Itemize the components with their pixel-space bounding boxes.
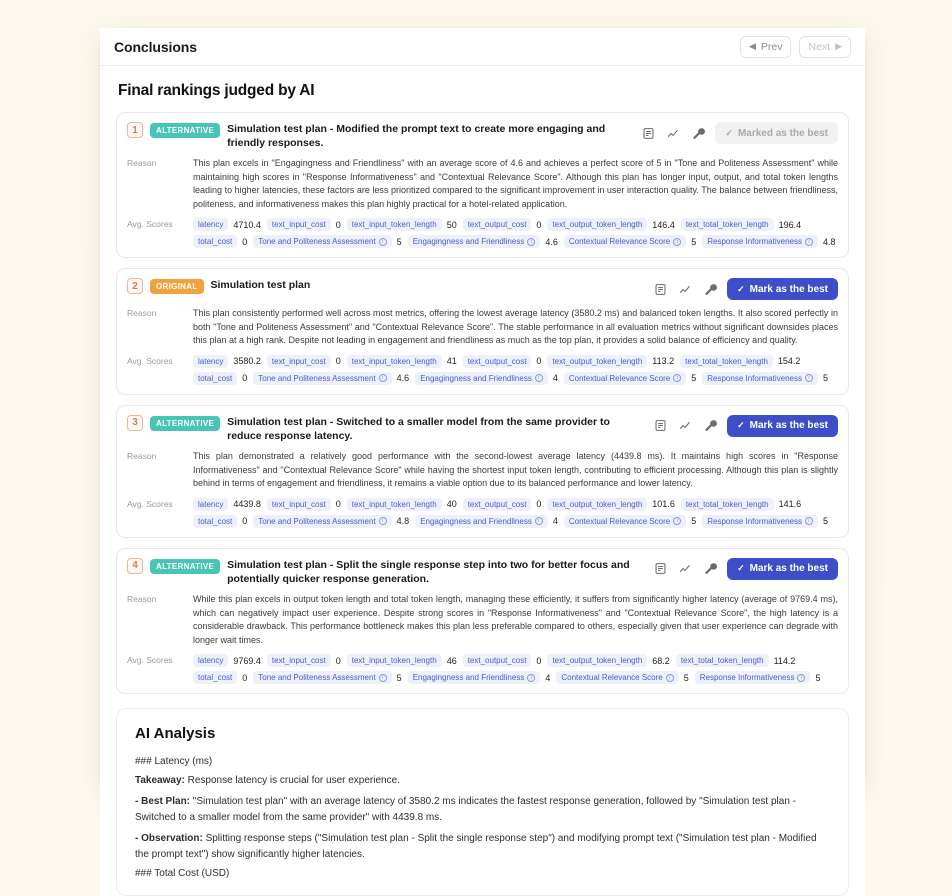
metric-value: 68.2	[652, 655, 670, 666]
metric	[564, 515, 696, 528]
prev-button[interactable]	[740, 36, 792, 58]
analysis-observation	[135, 831, 830, 864]
metric-name: Response Informativeness i	[702, 235, 818, 248]
metric-name: text_output_cost	[463, 218, 532, 231]
reason-row	[127, 157, 838, 211]
scores-row	[127, 218, 838, 248]
metric-value: 5	[691, 516, 697, 527]
metric-name: latency	[193, 654, 228, 667]
metric-list	[193, 498, 838, 528]
scores-row	[127, 355, 838, 385]
next-button[interactable]	[799, 36, 851, 58]
metric-value: 0	[242, 516, 248, 527]
analysis-title: AI Analysis	[135, 725, 216, 743]
reason-row	[127, 307, 838, 348]
metric	[547, 355, 674, 368]
metric-value: 9769.4	[233, 655, 261, 666]
metric-value: 0	[335, 219, 341, 230]
metric	[463, 218, 542, 231]
rank-badge: 3	[127, 415, 143, 431]
metric-name: Engagingness and Friendliness i	[415, 515, 548, 528]
info-icon[interactable]: i	[673, 517, 681, 525]
metric-name: text_input_token_length	[347, 355, 442, 368]
metric	[193, 515, 247, 528]
metric-value: 146.4	[652, 219, 675, 230]
metric-name: text_output_token_length	[547, 498, 647, 511]
metric-name: latency	[193, 355, 228, 368]
mark-as-best-label: Marked as the best	[737, 127, 828, 139]
reason-text: This plan excels in "Engagingness and Friendliness" with an average score of 4.6 and achieves a perfect score of 5 in "Tone and Politeness Assessment" while maintaining high scores in "Response Informativeness" and "Contextual Relevance Score". Although this plan has longer input, output, and total token lengths leading to higher latencies, these factors are less prioritized compared to the significant improvement in user interaction quality. The balance between friendliness, politeness, and informativeness makes this plan highly practical for a hotel-related application.	[193, 158, 838, 209]
metric-value: 0	[536, 356, 542, 367]
wrench-icon[interactable]	[702, 418, 718, 434]
wrench-icon[interactable]	[690, 125, 706, 141]
check-icon: ✓	[737, 420, 745, 431]
plan-card-header	[127, 277, 838, 300]
metric-value: 3580.2	[233, 356, 261, 367]
metric	[253, 235, 401, 248]
metric-value: 5	[822, 516, 828, 527]
scores-row	[127, 498, 838, 528]
metric-value: 0	[536, 499, 542, 510]
metric-name: text_input_cost	[267, 654, 331, 667]
metric	[564, 235, 696, 248]
metric-value: 50	[446, 219, 457, 230]
reason-label: Reason	[127, 451, 157, 462]
avg-scores-label: Avg. Scores	[127, 498, 173, 509]
info-icon[interactable]: i	[535, 374, 543, 382]
metric-value: 4439.8	[233, 499, 261, 510]
metric-name: text_output_token_length	[547, 355, 647, 368]
plan-name: Simulation test plan - Split the single response step into two for better focus and potentially quicker response generation.	[227, 558, 630, 585]
metric	[681, 498, 801, 511]
metric	[347, 654, 457, 667]
metric-name: latency	[193, 218, 228, 231]
metric-list	[193, 654, 838, 684]
plan-actions	[652, 277, 838, 300]
metric-name: total_cost	[193, 515, 237, 528]
plan-name: Simulation test plan - Modified the prompt text to create more engaging and friendly responses.	[227, 123, 606, 150]
metric	[193, 218, 261, 231]
plan-card	[116, 405, 849, 538]
reason-label: Reason	[127, 594, 157, 605]
mark-as-best-button	[715, 122, 838, 144]
metric	[253, 515, 409, 528]
metric-name: text_total_token_length	[681, 218, 774, 231]
metric-list	[193, 218, 838, 248]
metric-value: 4	[552, 373, 558, 384]
metric	[408, 235, 558, 248]
scores-row	[127, 654, 838, 684]
metric-name: Tone and Politeness Assessment i	[253, 515, 391, 528]
metric	[702, 372, 828, 385]
plan-type-tag: ALTERNATIVE	[150, 559, 220, 574]
metric-value: 4	[552, 516, 558, 527]
metric-name: total_cost	[193, 372, 237, 385]
metric-name: text_input_token_length	[347, 218, 442, 231]
metric-name: text_output_cost	[463, 355, 532, 368]
note-icon[interactable]	[640, 125, 656, 141]
wrench-icon[interactable]	[702, 281, 718, 297]
mark-as-best-button[interactable]	[727, 558, 838, 580]
metric	[253, 671, 401, 684]
plan-card	[116, 548, 849, 694]
plan-actions	[652, 557, 838, 580]
metric	[676, 654, 796, 667]
mark-as-best-button[interactable]	[727, 278, 838, 300]
metric-value: 0	[536, 219, 542, 230]
metric-name: Contextual Relevance Score i	[564, 235, 686, 248]
best-plan-text: "Simulation test plan" with an average latency of 3580.2 ms indicates the fastest response generation, followed by "Simulation test plan - Switched to a smaller model from the same provider" with 4439.8 ms.	[135, 795, 797, 824]
metric	[547, 654, 669, 667]
metric	[347, 355, 457, 368]
metric	[681, 218, 801, 231]
rank-badge: 2	[127, 278, 143, 294]
chart-line-icon[interactable]	[677, 561, 693, 577]
metric-name: text_output_cost	[463, 498, 532, 511]
header-navigation	[740, 36, 851, 58]
avg-scores-label: Avg. Scores	[127, 355, 173, 366]
metric-name: text_input_token_length	[347, 498, 442, 511]
info-icon[interactable]: i	[379, 517, 387, 525]
reason-text: This plan consistently performed well across most metrics, offering the lowest average latency (3580.2 ms) and balanced token lengths. It also scored perfectly in both "Tone and Politeness Assessment" and "Contextual Relevance Score". The stable performance in all evaluation metrics without significant downsides places this plan at a high rank. Despite not leading in engagement and friendliness as much as the top plan, it provides a solid balance of efficiency and quality.	[193, 308, 838, 346]
metric-name: text_output_token_length	[547, 654, 647, 667]
mark-as-best-label: Mark as the best	[749, 283, 828, 295]
metric-value: 4.8	[822, 236, 836, 247]
metric-value: 113.2	[652, 356, 675, 367]
metric	[267, 654, 341, 667]
observation-label: - Observation:	[135, 832, 203, 844]
metric-name: Contextual Relevance Score i	[564, 372, 686, 385]
avg-scores-label: Avg. Scores	[127, 655, 173, 666]
plan-actions	[640, 121, 838, 144]
metric	[680, 355, 800, 368]
observation-text: Splitting response steps ("Simulation test plan - Split the single response step") and modifying prompt text ("Simulation test plan - Modified the prompt text") show significantly higher latencies.	[135, 832, 817, 861]
metric-value: 0	[242, 236, 248, 247]
metric-name: Contextual Relevance Score i	[556, 671, 678, 684]
plan-card-header	[127, 414, 838, 443]
analysis-takeaway	[135, 773, 830, 790]
takeaway-text: Response latency is crucial for user experience.	[184, 775, 400, 787]
reason-row	[127, 593, 838, 647]
metric-value: 114.2	[773, 655, 796, 666]
metric-value: 154.2	[777, 356, 801, 367]
metric-name: Tone and Politeness Assessment i	[253, 235, 391, 248]
metric-value: 40	[446, 499, 457, 510]
metric-value: 5	[691, 236, 697, 247]
note-icon[interactable]	[652, 418, 668, 434]
metric	[408, 671, 551, 684]
info-icon[interactable]: i	[805, 517, 813, 525]
info-icon[interactable]: i	[797, 674, 805, 682]
mark-as-best-label: Mark as the best	[749, 563, 828, 575]
mark-as-best-button[interactable]	[727, 415, 838, 437]
info-icon[interactable]: i	[527, 674, 535, 682]
metric-list	[193, 355, 838, 385]
metric	[564, 372, 696, 385]
plan-type-tag: ALTERNATIVE	[150, 416, 220, 431]
info-icon[interactable]: i	[379, 674, 387, 682]
metric-value: 196.4	[778, 219, 802, 230]
reason-text: While this plan excels in output token length and total token length, managing these efficiently, it suffers from significantly higher latency (average of 9769.4 ms), which can negatively impact user experience. Despite strong scores in "Response Informativeness" and "Contextual Relevance Score", the high latency is a considerable drawback. This performance bottleneck makes this plan less preferable compared to others, especially given that user experience can degrade with longer wait times.	[193, 594, 838, 645]
reason-text: This plan demonstrated a relatively good performance with the second-lowest average latency (4439.8 ms). It maintains high scores in "Response Informativeness" and "Contextual Relevance Score" while having the shortest input token length, contributing to efficient processing. Although this plan is slightly behind in terms of engagement and friendliness, it remains a viable option due to its balanced performance and lower latency.	[193, 451, 838, 489]
analysis-best-plan	[135, 794, 830, 827]
metric	[347, 218, 457, 231]
check-icon: ✓	[725, 127, 733, 138]
page-title: Conclusions	[114, 38, 197, 55]
info-icon[interactable]: i	[805, 374, 813, 382]
metric-value: 4.6	[545, 236, 558, 247]
rank-badge: 1	[127, 122, 143, 138]
info-icon[interactable]: i	[666, 674, 674, 682]
metric-name: Engagingness and Friendliness i	[408, 235, 541, 248]
wrench-icon[interactable]	[702, 561, 718, 577]
metric-name: Response Informativeness i	[702, 372, 818, 385]
metric-value: 0	[335, 356, 341, 367]
metric-value: 0	[536, 655, 542, 666]
plan-name: Simulation test plan	[210, 279, 311, 292]
window-body[interactable]	[100, 66, 865, 896]
metric	[193, 235, 247, 248]
metric	[695, 671, 821, 684]
metric-value: 101.6	[652, 499, 675, 510]
plan-name: Simulation test plan - Switched to a smaller model from the same provider to reduce response latency.	[227, 415, 610, 443]
chart-line-icon[interactable]	[677, 281, 693, 297]
metric	[193, 498, 261, 511]
info-icon[interactable]: i	[535, 517, 543, 525]
metric-name: Tone and Politeness Assessment i	[253, 671, 391, 684]
metric-value: 46	[446, 655, 457, 666]
prev-label: Prev	[760, 40, 783, 53]
plan-list	[116, 112, 849, 694]
chart-line-icon[interactable]	[665, 125, 681, 141]
metric-name: Tone and Politeness Assessment i	[253, 372, 391, 385]
analysis-heading-latency: ### Latency (ms)	[135, 756, 213, 768]
avg-scores-label: Avg. Scores	[127, 219, 173, 230]
metric	[193, 671, 247, 684]
metric-name: text_output_token_length	[547, 218, 647, 231]
reason-label: Reason	[127, 158, 157, 169]
metric-value: 0	[335, 655, 341, 666]
best-plan-label: - Best Plan:	[135, 795, 191, 807]
metric	[267, 218, 341, 231]
next-label: Next	[808, 40, 831, 53]
ai-analysis-panel	[116, 708, 849, 896]
metric-name: Engagingness and Friendliness i	[415, 372, 548, 385]
metric-value: 5	[691, 373, 697, 384]
metric	[415, 515, 558, 528]
metric	[267, 498, 341, 511]
metric-value: 0	[242, 672, 248, 683]
metric-value: 4.8	[396, 516, 410, 527]
metric-name: Response Informativeness i	[702, 515, 818, 528]
info-icon[interactable]: i	[673, 238, 681, 246]
metric	[193, 355, 261, 368]
metric-value: 41	[446, 356, 457, 367]
info-icon[interactable]: i	[673, 374, 681, 382]
section-title: Final rankings judged by AI	[118, 82, 315, 99]
metric	[415, 372, 558, 385]
plan-card	[116, 112, 849, 258]
metric	[463, 355, 542, 368]
plan-actions	[652, 414, 838, 437]
check-icon: ✓	[737, 283, 745, 294]
plan-card-header	[127, 557, 838, 586]
metric-name: total_cost	[193, 235, 237, 248]
metric	[547, 218, 674, 231]
info-icon[interactable]: i	[379, 374, 387, 382]
metric-name: text_total_token_length	[680, 355, 773, 368]
metric	[463, 498, 542, 511]
rank-badge: 4	[127, 558, 143, 574]
plan-type-tag: ORIGINAL	[150, 279, 204, 294]
metric	[556, 671, 688, 684]
chevron-right-icon: ▶	[835, 41, 842, 51]
metric-value: 4.6	[396, 373, 410, 384]
metric-name: text_total_token_length	[676, 654, 769, 667]
metric-name: total_cost	[193, 671, 237, 684]
reason-row	[127, 450, 838, 491]
metric-name: text_output_cost	[463, 654, 532, 667]
metric	[193, 654, 261, 667]
metric-value: 0	[335, 499, 341, 510]
chart-line-icon[interactable]	[677, 418, 693, 434]
metric-name: text_input_cost	[267, 498, 331, 511]
info-icon[interactable]: i	[527, 238, 535, 246]
conclusions-window	[100, 28, 865, 879]
metric	[253, 372, 409, 385]
window-header	[100, 28, 865, 66]
metric-value: 5	[822, 373, 828, 384]
reason-label: Reason	[127, 308, 157, 319]
metric-name: Engagingness and Friendliness i	[408, 671, 541, 684]
check-icon: ✓	[737, 563, 745, 574]
mark-as-best-label: Mark as the best	[749, 420, 828, 432]
metric-name: Contextual Relevance Score i	[564, 515, 686, 528]
metric-value: 4710.4	[233, 219, 261, 230]
info-icon[interactable]: i	[805, 238, 813, 246]
note-icon[interactable]	[652, 281, 668, 297]
info-icon[interactable]: i	[379, 238, 387, 246]
metric-name: text_input_token_length	[347, 654, 442, 667]
metric-name: Response Informativeness i	[695, 671, 811, 684]
analysis-heading-cost: ### Total Cost (USD)	[135, 867, 230, 879]
metric	[702, 515, 828, 528]
metric-value: 5	[396, 672, 402, 683]
metric-value: 141.6	[778, 499, 802, 510]
metric-value: 5	[815, 672, 821, 683]
metric	[463, 654, 542, 667]
takeaway-label: Takeaway:	[135, 775, 185, 787]
metric-name: text_input_cost	[267, 355, 331, 368]
metric-value: 4	[545, 672, 551, 683]
plan-type-tag: ALTERNATIVE	[150, 123, 220, 138]
metric-value: 5	[396, 236, 402, 247]
metric	[193, 372, 247, 385]
chevron-left-icon: ◀	[748, 41, 756, 51]
metric	[267, 355, 341, 368]
metric-name: latency	[193, 498, 228, 511]
plan-card-header	[127, 121, 838, 150]
metric-name: text_input_cost	[267, 218, 331, 231]
metric	[547, 498, 674, 511]
metric	[347, 498, 457, 511]
metric-value: 0	[242, 373, 248, 384]
note-icon[interactable]	[652, 561, 668, 577]
metric	[702, 235, 835, 248]
metric-value: 5	[683, 672, 689, 683]
plan-card	[116, 268, 849, 395]
metric-name: text_total_token_length	[681, 498, 774, 511]
